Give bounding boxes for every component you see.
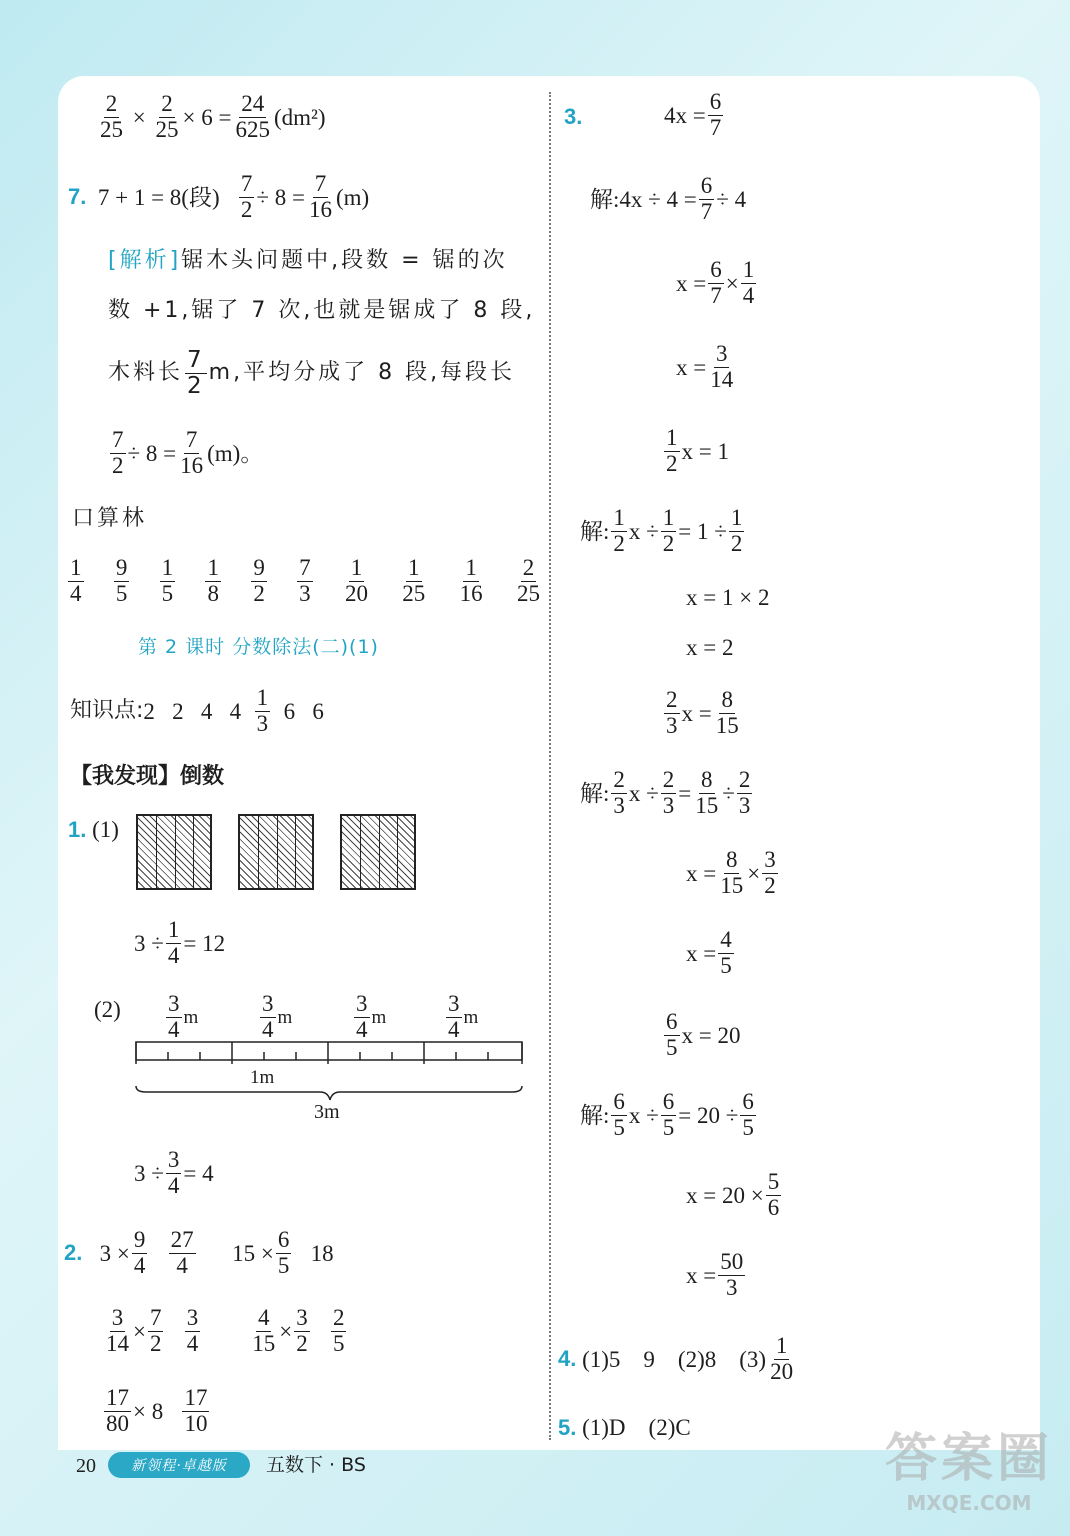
question-1-part-1: 1. (1)	[68, 816, 119, 842]
equation-d: 6 5 x = 20	[666, 1009, 741, 1060]
brand-badge: 新领程·卓越版	[108, 1452, 250, 1478]
oral-calc-answer: 7 3	[299, 555, 311, 606]
equation-d-step-3: x = $\frac{50}{3}$	[686, 1249, 744, 1300]
equation-c-step-2: x = $\frac{8}{15}$ × $\frac{3}{2}$	[686, 847, 776, 898]
hatched-square-1	[136, 814, 212, 890]
question-7: 7. 7 + 1 = 8(段) $\frac{7}{2}$ ÷ 8 = $\frac{7}{16}$ (m)	[68, 171, 370, 222]
equation-b: 1 2 x = 1	[666, 425, 729, 476]
question-1-equation-2: 3 ÷ $\frac{3}{4}$ = 4	[134, 1147, 214, 1198]
equation-a-step-3: x = $\frac{3}{14}$	[676, 341, 734, 392]
question-2-row-2: $\frac{3}{14}$ × $\frac{7}{2}$ 3 4 $\frac{4}{15}$ × $\frac{3}{2}$ 2 5	[106, 1305, 345, 1356]
oral-calc-answer: 1 8	[207, 555, 219, 606]
analysis-line-2: 数 +1,锯了 7 次,也就是锯成了 8 段,	[108, 298, 536, 323]
equation-b-step-1: 解: 1 2 x ÷ $\frac{1}{2}$ = 1 ÷ $\frac{1}{2}$	[580, 505, 743, 556]
oral-calc-answer: 1 5	[161, 555, 174, 606]
question-5: 5. (1)D (2)C	[558, 1414, 691, 1440]
segment-label-4: 3 4 m	[448, 991, 479, 1042]
oral-calc-answer: 9 2	[253, 555, 265, 606]
oral-calc-answer: 9 5	[115, 555, 128, 606]
equation-a-step-2: x = $\frac{6}{7}$ × $\frac{1}{4}$	[676, 257, 755, 308]
equation-a: 4x = $\frac{6}{7}$	[664, 89, 722, 140]
equation-c: 2 3 x = $\frac{8}{15}$	[666, 687, 739, 738]
analysis-line-1: [解析]锯木头问题中,段数 = 锯的次	[108, 248, 508, 273]
book-label: 五数下 · BS	[266, 1454, 366, 1476]
question-4: 4. (1)5 9 (2)8 (3) 1 20	[558, 1333, 794, 1384]
oral-calc-answer: 2 25	[516, 555, 540, 606]
question-2-row-3: $\frac{17}{80}$ × 8 17 10	[106, 1385, 208, 1436]
question-1-equation-1: 3 ÷ $\frac{1}{4}$ = 12	[134, 917, 226, 968]
oral-calc-answer: 1 25	[402, 555, 426, 606]
one-meter-label: 1m	[250, 1067, 275, 1088]
segment-label-1: 3 4 m	[168, 991, 199, 1042]
oral-calc-answer: 1 4	[70, 555, 82, 606]
analysis-line-4: $\frac{7}{2}$ ÷ 8 = $\frac{7}{16}$ (m)。	[112, 427, 264, 478]
equation-b-step-3: x = 2	[686, 635, 734, 660]
equation-c-step-3: x = $\frac{4}{5}$	[686, 927, 732, 978]
discovery-heading: 【我发现】倒数	[70, 764, 225, 789]
equation-c-step-1: 解: 2 3 x ÷ $\frac{2}{3}$ = $\frac{8}{15}$ ÷ $\frac{2}{3}$	[580, 767, 751, 818]
question-3-number: 3.	[564, 104, 583, 129]
equation-a-step-1: 解:4x ÷ 4 = $\frac{6}{7}$ ÷ 4	[590, 173, 747, 224]
knowledge-points: 知识点: 2 2 4 4 1 3 6 6	[70, 685, 324, 736]
site-watermark: 答案圈 MXQE.COM	[884, 1429, 1053, 1515]
equation-b-step-2: x = 1 × 2	[686, 585, 770, 610]
oral-calc-title: 口算林	[72, 506, 148, 531]
analysis-line-3: 木料长 7 2 m,平均分成了 8 段,每段长	[108, 347, 516, 399]
oral-calc-answer: 1 16	[459, 555, 483, 606]
oral-calc-answers	[66, 556, 544, 607]
hatched-square-3	[340, 814, 416, 890]
area-equation: $\frac{2}{25}$ × $\frac{2}{25}$ × 6 = $\frac{24}{625}$ (dm²)	[100, 91, 326, 142]
lesson-heading: 第 2 课时 分数除法(二)(1)	[138, 636, 379, 658]
question-1-part-2: (2)	[94, 997, 121, 1022]
oral-calc-answer: 1 20	[344, 555, 368, 606]
question-2-row-1: 2. 3 × $\frac{9}{4}$ 27 4 15 × $\frac{6}{5}$ 18	[64, 1227, 334, 1278]
segment-label-3: 3 4 m	[356, 991, 387, 1042]
segment-label-2: 3 4 m	[262, 991, 293, 1042]
equation-d-step-1: 解: 6 5 x ÷ $\frac{6}{5}$ = 20 ÷ $\frac{6}{5}$	[580, 1089, 754, 1140]
three-meter-label: 3m	[314, 1101, 340, 1123]
page-number: 20	[76, 1455, 96, 1477]
column-divider	[549, 92, 551, 1440]
equation-d-step-2: x = 20 × $\frac{5}{6}$	[686, 1169, 780, 1220]
hatched-square-2	[238, 814, 314, 890]
